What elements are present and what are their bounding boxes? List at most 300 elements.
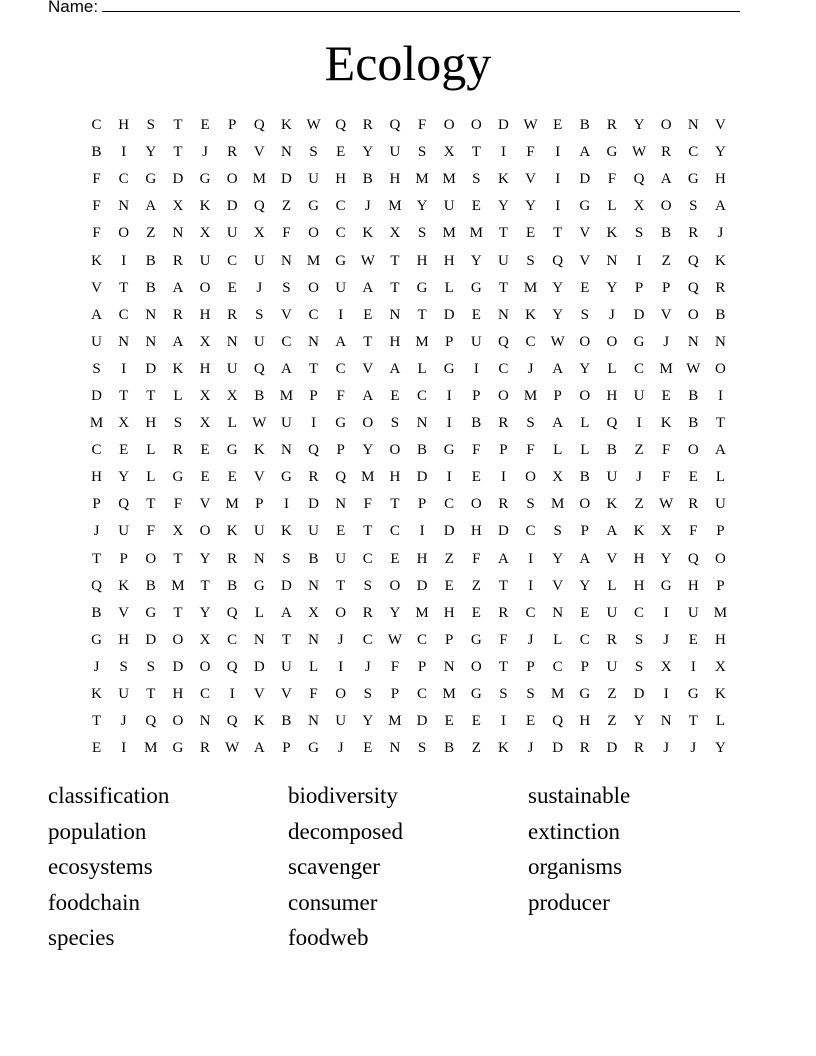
grid-letter: M — [171, 577, 185, 594]
grid-letter: X — [172, 198, 184, 215]
grid-letter: Y — [633, 713, 645, 730]
grid-letter: T — [308, 360, 319, 377]
grid-letter: Y — [579, 577, 591, 594]
grid-letter: F — [390, 658, 400, 675]
grid-letter: A — [660, 171, 672, 188]
grid-letter: A — [579, 550, 591, 567]
grid-letter: N — [308, 631, 319, 648]
grid-letter: J — [527, 631, 534, 648]
grid-letter: K — [281, 523, 292, 540]
grid-letter: R — [606, 117, 617, 134]
grid-letter: R — [498, 415, 509, 432]
grid-letter: V — [579, 252, 591, 269]
grid-letter: H — [199, 360, 211, 377]
grid-letter: D — [633, 306, 645, 323]
grid-letter: O — [199, 658, 211, 675]
grid-letter: T — [715, 415, 726, 432]
grid-letter: E — [336, 523, 346, 540]
grid-letter: O — [308, 279, 319, 296]
grid-letter: S — [580, 306, 589, 323]
grid-letter: C — [389, 523, 400, 540]
grid-letter: C — [688, 144, 699, 161]
grid-letter: L — [607, 198, 617, 215]
grid-letter: J — [663, 740, 670, 757]
grid-letter: H — [633, 550, 645, 567]
grid-letter: B — [606, 442, 617, 459]
grid-letter: H — [579, 713, 591, 730]
grid-letter: K — [199, 198, 211, 215]
grid-letter: M — [415, 171, 429, 188]
grid-letter: D — [281, 171, 292, 188]
grid-letter: D — [443, 306, 455, 323]
grid-letter: G — [172, 740, 184, 757]
grid-letter: X — [389, 225, 401, 242]
grid-letter: X — [253, 225, 265, 242]
grid-letter: U — [335, 279, 347, 296]
grid-letter: J — [364, 658, 371, 675]
grid-letter: H — [470, 523, 482, 540]
grid-letter: T — [146, 686, 156, 703]
grid-letter: Q — [253, 198, 265, 215]
grid-letter: J — [690, 740, 697, 757]
grid-letter: Y — [470, 252, 482, 269]
grid-letter: C — [227, 252, 238, 269]
grid-letter: O — [470, 117, 482, 134]
grid-letter: X — [199, 415, 211, 432]
grid-letter: D — [91, 387, 102, 404]
grid-letter: J — [663, 333, 670, 350]
grid-letter: H — [416, 252, 428, 269]
grid-letter: L — [227, 415, 237, 432]
grid-letter: S — [417, 144, 427, 161]
grid-letter: Y — [199, 550, 211, 567]
grid-letter: U — [335, 550, 347, 567]
grid-letter: T — [336, 577, 346, 594]
grid-letter: Q — [226, 658, 238, 675]
grid-letter: D — [552, 740, 564, 757]
grid-letter: T — [498, 225, 509, 242]
grid-letter: M — [551, 496, 565, 513]
grid-letter: Q — [308, 442, 319, 459]
grid-letter: U — [443, 198, 455, 215]
grid-letter: N — [715, 333, 726, 350]
grid-letter: C — [498, 360, 509, 377]
grid-letter: H — [606, 387, 618, 404]
grid-letter: U — [687, 604, 699, 621]
grid-letter: X — [199, 333, 211, 350]
grid-letter: E — [227, 279, 237, 296]
grid-letter: R — [227, 144, 238, 161]
grid-letter: Y — [552, 550, 564, 567]
grid-letter: E — [580, 279, 590, 296]
grid-letter: A — [552, 360, 564, 377]
grid-letter: B — [688, 387, 699, 404]
grid-letter: A — [281, 360, 292, 377]
grid-letter: K — [606, 225, 618, 242]
grid-letter: J — [256, 279, 263, 296]
grid-letter: Q — [335, 117, 347, 134]
grid-letter: I — [283, 496, 289, 513]
grid-letter: U — [253, 252, 265, 269]
grid-row — [83, 112, 734, 139]
grid-letter: B — [145, 252, 156, 269]
grid-letter: A — [172, 333, 184, 350]
grid-letter: B — [308, 550, 319, 567]
grid-letter: J — [663, 631, 670, 648]
grid-letter: M — [659, 360, 673, 377]
grid-letter: B — [715, 306, 726, 323]
grid-letter: O — [226, 171, 238, 188]
grid-letter: T — [281, 631, 292, 648]
grid-letter: H — [91, 469, 102, 486]
grid-letter: G — [172, 469, 184, 486]
grid-letter: X — [660, 658, 672, 675]
grid-row — [83, 166, 734, 193]
grid-letter: A — [172, 279, 184, 296]
grid-letter: R — [172, 442, 183, 459]
grid-letter: G — [281, 469, 292, 486]
grid-letter: T — [688, 713, 698, 730]
grid-letter: F — [282, 225, 291, 242]
grid-letter: C — [335, 225, 346, 242]
grid-letter: O — [579, 387, 591, 404]
grid-letter: V — [281, 306, 292, 323]
grid-letter: Q — [552, 252, 564, 269]
grid-letter: T — [119, 387, 129, 404]
grid-letter: B — [417, 442, 428, 459]
grid-letter: O — [687, 306, 699, 323]
grid-letter: K — [172, 360, 184, 377]
grid-letter: A — [552, 415, 564, 432]
grid-letter: F — [146, 523, 155, 540]
grid-letter: T — [91, 713, 102, 730]
grid-letter: H — [443, 604, 455, 621]
grid-letter: N — [443, 658, 455, 675]
grid-letter: O — [715, 360, 726, 377]
grid-letter: D — [253, 658, 265, 675]
grid-letter: O — [660, 198, 672, 215]
grid-letter: X — [199, 225, 211, 242]
grid-letter: W — [659, 496, 674, 513]
grid-row — [83, 329, 734, 356]
grid-letter: R — [172, 252, 183, 269]
grid-letter: I — [121, 740, 127, 757]
grid-letter: Q — [226, 713, 238, 730]
grid-letter: S — [417, 740, 427, 757]
grid-letter: S — [526, 686, 535, 703]
grid-letter: J — [93, 523, 100, 540]
grid-letter: W — [252, 415, 267, 432]
grid-letter: K — [525, 306, 536, 323]
grid-letter: E — [200, 469, 210, 486]
grid-letter: C — [281, 333, 292, 350]
grid-letter: Y — [118, 469, 130, 486]
grid-letter: Z — [661, 252, 671, 269]
grid-letter: N — [118, 198, 130, 215]
grid-letter: T — [146, 496, 156, 513]
grid-letter: P — [716, 523, 725, 540]
grid-letter: Y — [633, 117, 645, 134]
grid-letter: I — [419, 523, 425, 540]
word-list-item: foodweb — [288, 925, 369, 951]
grid-letter: S — [282, 279, 291, 296]
grid-letter: G — [226, 442, 238, 459]
grid-letter: U — [91, 333, 102, 350]
grid-letter: F — [417, 117, 427, 134]
word-list-item: population — [48, 818, 147, 844]
grid-letter: M — [306, 252, 321, 269]
grid-letter: C — [91, 442, 102, 459]
grid-letter: N — [335, 496, 347, 513]
grid-letter: X — [199, 387, 211, 404]
grid-letter: M — [551, 686, 565, 703]
grid-letter: Z — [146, 225, 156, 242]
grid-letter: H — [145, 415, 157, 432]
grid-letter: A — [253, 740, 265, 757]
grid-letter: E — [471, 306, 481, 323]
grid-letter: H — [633, 577, 645, 594]
grid-letter: I — [338, 306, 344, 323]
grid-letter: C — [227, 631, 238, 648]
grid-letter: P — [634, 279, 644, 296]
grid-letter: K — [253, 442, 265, 459]
word-search-grid — [83, 112, 734, 762]
grid-letter: J — [636, 469, 642, 486]
grid-letter: U — [308, 171, 319, 188]
grid-letter: Q — [498, 333, 509, 350]
grid-letter: V — [715, 117, 726, 134]
grid-letter: X — [226, 387, 238, 404]
grid-letter: B — [688, 415, 699, 432]
grid-letter: D — [498, 117, 509, 134]
grid-letter: O — [118, 225, 130, 242]
grid-letter: A — [498, 550, 509, 567]
grid-letter: V — [253, 469, 265, 486]
grid-letter: I — [446, 387, 452, 404]
grid-letter: L — [580, 415, 590, 432]
grid-letter: W — [631, 144, 647, 161]
grid-letter: H — [335, 171, 347, 188]
grid-letter: E — [390, 387, 400, 404]
grid-letter: N — [308, 577, 319, 594]
grid-letter: C — [525, 523, 536, 540]
grid-letter: E — [200, 442, 210, 459]
grid-letter: I — [473, 360, 479, 377]
grid-letter: S — [526, 496, 535, 513]
grid-letter: C — [525, 604, 536, 621]
grid-letter: D — [606, 740, 618, 757]
grid-letter: C — [525, 333, 536, 350]
grid-letter: V — [525, 171, 536, 188]
grid-letter: V — [91, 279, 102, 296]
grid-letter: P — [580, 658, 589, 675]
grid-letter: D — [498, 523, 509, 540]
grid-letter: I — [636, 252, 642, 269]
grid-letter: G — [145, 604, 157, 621]
grid-letter: R — [606, 631, 617, 648]
grid-letter: S — [390, 415, 400, 432]
grid-letter: V — [199, 496, 211, 513]
grid-letter: D — [633, 686, 645, 703]
grid-letter: K — [226, 523, 238, 540]
grid-letter: M — [442, 171, 456, 188]
grid-letter: E — [200, 117, 210, 134]
grid-letter: V — [253, 686, 265, 703]
grid-letter: W — [550, 333, 565, 350]
page-title: Ecology — [324, 35, 492, 91]
grid-letter: C — [118, 171, 129, 188]
grid-letter: I — [338, 658, 344, 675]
grid-row — [83, 410, 734, 437]
grid-letter: T — [471, 144, 481, 161]
grid-letter: T — [390, 279, 400, 296]
grid-letter: F — [173, 496, 183, 513]
grid-letter: U — [226, 360, 238, 377]
grid-letter: N — [416, 415, 428, 432]
grid-letter: P — [255, 496, 264, 513]
grid-letter: D — [145, 631, 157, 648]
grid-letter: L — [553, 442, 563, 459]
grid-letter: G — [308, 740, 319, 757]
grid-letter: L — [553, 631, 563, 648]
grid-letter: C — [634, 360, 645, 377]
grid-letter: J — [120, 713, 127, 730]
grid-letter: E — [363, 740, 373, 757]
grid-letter: Y — [416, 198, 428, 215]
grid-letter: I — [717, 387, 723, 404]
grid-letter: N — [118, 333, 130, 350]
grid-letter: F — [472, 550, 481, 567]
grid-letter: N — [226, 333, 238, 350]
grid-letter: M — [523, 387, 538, 404]
grid-letter: O — [498, 387, 509, 404]
grid-letter: M — [361, 469, 375, 486]
grid-letter: P — [526, 658, 535, 675]
grid-letter: C — [552, 658, 563, 675]
grid-letter: Y — [145, 144, 157, 161]
grid-letter: P — [716, 577, 725, 594]
grid-letter: H — [172, 686, 184, 703]
grid-letter: G — [687, 171, 699, 188]
grid-letter: U — [335, 713, 347, 730]
grid-letter: V — [281, 686, 292, 703]
grid-row — [83, 356, 734, 383]
grid-letter: I — [690, 658, 696, 675]
grid-letter: O — [172, 713, 184, 730]
grid-letter: V — [253, 144, 265, 161]
grid-letter: N — [281, 144, 292, 161]
grid-letter: F — [526, 442, 535, 459]
grid-letter: B — [281, 713, 292, 730]
grid-letter: S — [472, 171, 481, 188]
grid-letter: S — [255, 306, 264, 323]
grid-letter: D — [281, 577, 292, 594]
grid-letter: T — [363, 523, 373, 540]
grid-letter: T — [417, 306, 427, 323]
grid-letter: R — [688, 496, 699, 513]
grid-letter: E — [525, 225, 536, 242]
grid-letter: P — [499, 442, 508, 459]
grid-letter: K — [715, 252, 726, 269]
grid-letter: H — [443, 252, 455, 269]
grid-row — [83, 464, 734, 491]
grid-letter: F — [499, 631, 508, 648]
grid-letter: D — [226, 198, 238, 215]
grid-letter: K — [281, 117, 292, 134]
grid-letter: F — [336, 387, 345, 404]
word-list-item: producer — [528, 889, 610, 915]
grid-letter: C — [118, 306, 129, 323]
grid-letter: N — [389, 306, 401, 323]
grid-letter: U — [606, 469, 618, 486]
grid-letter: K — [660, 415, 672, 432]
grid-letter: T — [390, 252, 400, 269]
grid-letter: V — [118, 604, 130, 621]
grid-letter: S — [282, 550, 291, 567]
grid-letter: S — [634, 225, 644, 242]
grid-letter: H — [389, 171, 401, 188]
grid-letter: F — [92, 225, 101, 242]
grid-letter: X — [660, 523, 672, 540]
grid-letter: R — [688, 225, 699, 242]
grid-letter: P — [662, 279, 671, 296]
grid-letter: E — [336, 144, 346, 161]
grid-letter: F — [607, 171, 617, 188]
grid-letter: R — [579, 740, 590, 757]
grid-letter: U — [389, 144, 401, 161]
grid-letter: O — [362, 415, 374, 432]
grid-letter: K — [715, 686, 726, 703]
grid-letter: O — [335, 686, 347, 703]
grid-letter: P — [282, 740, 291, 757]
grid-letter: S — [92, 360, 101, 377]
grid-letter: T — [173, 550, 183, 567]
grid-letter: N — [253, 550, 265, 567]
grid-letter: I — [555, 144, 561, 161]
grid-letter: E — [227, 469, 237, 486]
grid-letter: D — [579, 171, 591, 188]
grid-letter: Z — [634, 442, 644, 459]
grid-letter: T — [200, 577, 210, 594]
grid-row — [83, 437, 734, 464]
grid-letter: B — [254, 387, 265, 404]
grid-letter: T — [498, 279, 509, 296]
grid-letter: S — [309, 144, 318, 161]
grid-letter: F — [309, 686, 318, 703]
grid-letter: R — [172, 306, 183, 323]
grid-letter: G — [633, 333, 645, 350]
grid-letter: N — [552, 604, 564, 621]
grid-letter: O — [335, 604, 347, 621]
grid-letter: E — [661, 387, 671, 404]
grid-letter: O — [470, 658, 482, 675]
grid-letter: T — [390, 496, 400, 513]
grid-letter: X — [443, 144, 455, 161]
grid-letter: E — [688, 631, 698, 648]
grid-letter: E — [525, 713, 536, 730]
grid-letter: I — [555, 171, 561, 188]
grid-letter: G — [687, 686, 699, 703]
grid-letter: Z — [634, 496, 644, 513]
grid-letter: Y — [660, 550, 672, 567]
grid-letter: N — [687, 333, 699, 350]
grid-letter: R — [498, 496, 509, 513]
grid-letter: B — [471, 415, 482, 432]
grid-letter: X — [552, 469, 564, 486]
grid-letter: I — [500, 713, 506, 730]
grid-letter: W — [523, 117, 538, 134]
grid-letter: G — [443, 360, 455, 377]
